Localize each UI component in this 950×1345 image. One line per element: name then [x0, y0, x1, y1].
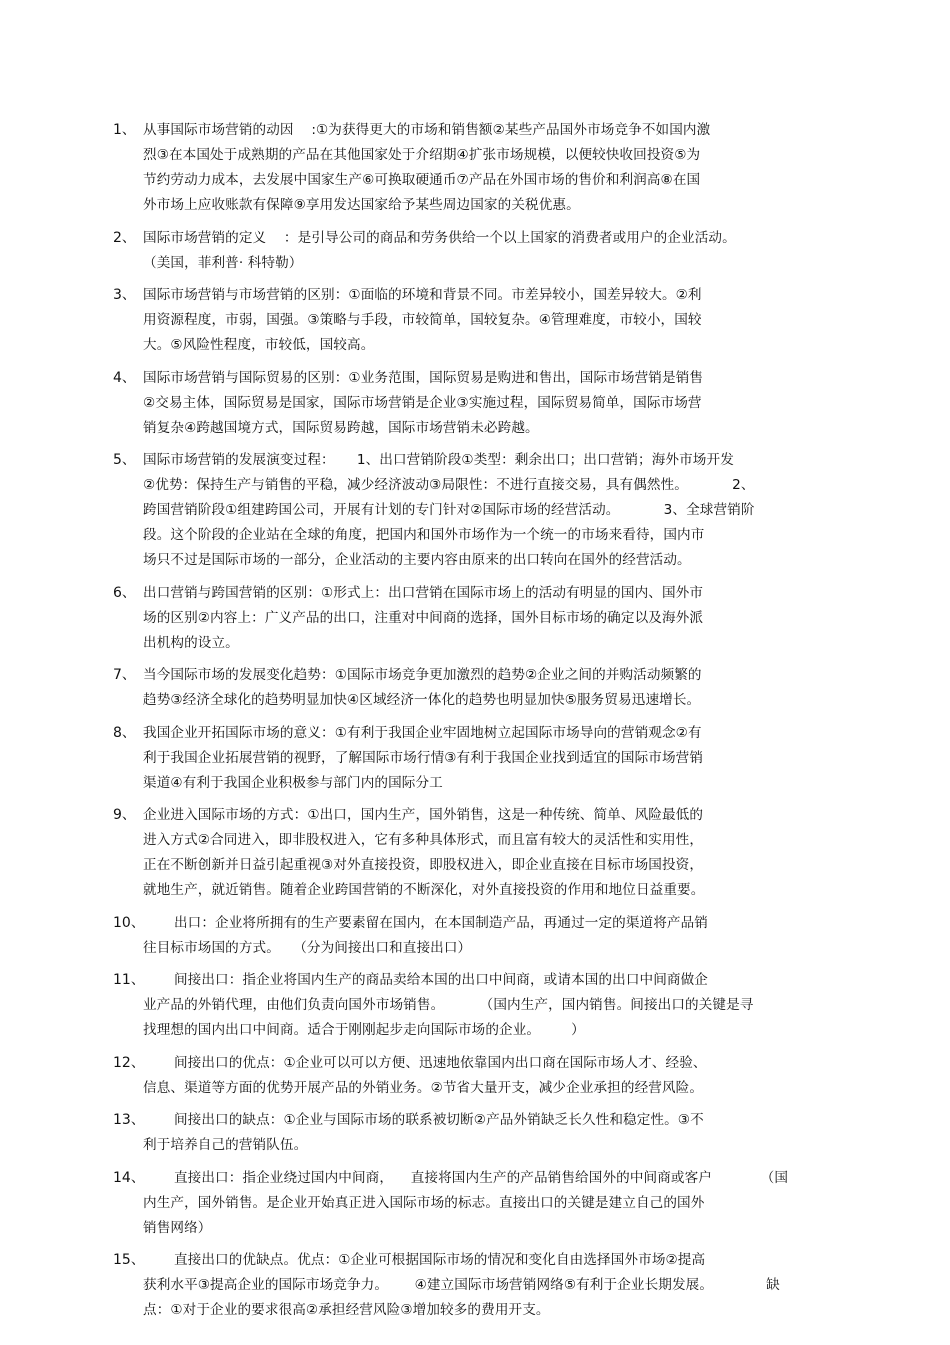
item-text [143, 1051, 833, 1101]
item-text-line: 信息、渠道等方面的优势开展产品的外销业务。②节省大量开支，减少企业承担的经营风险。 [143, 1079, 704, 1096]
item-text [143, 1248, 833, 1323]
item-text-line: 场的区别②内容上：广义产品的出口，注重对中间商的选择，国外目标市场的确定以及海外派 [143, 609, 704, 626]
item-text [143, 968, 833, 1043]
item-text-line: 出口：企业将所拥有的生产要素留在国内，在本国制造产品，再通过一定的渠道将产品销 [143, 914, 709, 931]
item-text-line: 销复杂④跨越国境方式，国际贸易跨越，国际市场营销未必跨越。 [143, 419, 539, 436]
item-text-line: 用资源程度，市弱，国强。③策略与手段，市较简单，国较复杂。④管理难度，市较小，国较 [143, 312, 702, 328]
item-text-line: 国际市场营销的定义 ：是引导公司的商品和劳务供给一个以上国家的消费者或用户的企业活动。 [143, 229, 736, 246]
item-text-line: 业产品的外销代理，由他们负责向国外市场销售。 （国内生产，国内销售。间接出口的关键是寻 [143, 997, 754, 1013]
item-text [143, 366, 833, 441]
item-text-line: 直接出口：指企业绕过国内中间商， 直接将国内生产的产品销售给国外的中间商或客户 （国 [143, 1169, 789, 1186]
item-text-line: 正在不断创新并日益引起重视③对外直接投资，即股权进入，即企业直接在目标市场国投资， [143, 857, 704, 873]
item-text-line: 直接出口的优缺点。优点：①企业可根据国际市场的情况和变化自由选择国外市场②提高 [143, 1252, 706, 1268]
item-text-line: 进入方式②合同进入，即非股权进入，它有多种具体形式，而且富有较大的灵活性和实用性， [143, 832, 704, 848]
item-text [143, 911, 833, 961]
item-text-line: 间接出口的优点：①企业可以可以方便、迅速地依靠国内出口商在国际市场人才、经验、 [143, 1054, 707, 1071]
item-text-line: 国际市场营销与国际贸易的区别：①业务范围，国际贸易是购进和售出，国际市场营销是销售 [143, 369, 704, 386]
item-text-line: 场只不过是国际市场的一部分，企业活动的主要内容由原来的出口转向在国外的经营活动。 [143, 552, 691, 568]
item-text-line: 节约劳动力成本，去发展中国家生产⑥可换取硬通币⑦产品在外国市场的售价和利润高⑧在国 [143, 172, 701, 188]
item-number: 8、 [113, 724, 136, 741]
item-number: 1、 [113, 122, 136, 138]
item-text-line: 利于我国企业拓展营销的视野，了解国际市场行情③有利于我国企业找到适宜的国际市场营销 [143, 749, 704, 766]
item-number: 4、 [113, 369, 136, 386]
item-text-line: 段。这个阶段的企业站在全球的角度，把国内和国外市场作为一个统一的市场来看待，国内市 [143, 527, 705, 543]
item-number: 13、 [113, 1112, 145, 1128]
item-text [143, 803, 833, 903]
item-number: 5、 [113, 452, 136, 468]
item-text-line: 就地生产，就近销售。随着企业跨国营销的不断深化，对外直接投资的作用和地位日益重要。 [143, 882, 705, 898]
item-text-line: 找理想的国内出口中间商。适合于刚刚起步走向国际市场的企业。 ） [143, 1022, 585, 1038]
item-text-line: 出口营销与跨国营销的区别：①形式上：出口营销在国际市场上的活动有明显的国内、国外市 [143, 584, 704, 601]
item-number: 2、 [113, 229, 136, 246]
item-text-line: 点：①对于企业的要求很高②承担经营风险③增加较多的费用开支。 [143, 1302, 550, 1318]
item-text-line: 烈③在本国处于成熟期的产品在其他国家处于介绍期④扩张市场规模，以便较快收回投资⑤为 [143, 147, 701, 163]
item-text-line: 国际市场营销与市场营销的区别：①面临的环境和背景不同。市差异较小，国差异较大。②利 [143, 287, 702, 303]
item-number: 12、 [113, 1054, 145, 1071]
item-text-line: 跨国营销阶段①组建跨国公司，开展有计划的专门针对②国际市场的经营活动。 3、全球营销阶 [143, 502, 755, 518]
item-text-line: 我国企业开拓国际市场的意义：①有利于我国企业牢固地树立起国际市场导向的营销观念②有 [143, 724, 702, 741]
item-text-line: ②交易主体，国际贸易是国家，国际市场营销是企业③实施过程，国际贸易简单，国际市场营 [143, 394, 702, 411]
item-text [143, 283, 833, 358]
item-text-line: 企业进入国际市场的方式：①出口，国内生产，国外销售，这是一种传统、简单、风险最低的 [143, 807, 704, 823]
item-text-line: 当今国际市场的发展变化趋势：①国际市场竞争更加激烈的趋势②企业之间的并购活动频繁的 [143, 667, 702, 683]
item-text-line: 从事国际市场营销的动因 :①为获得更大的市场和销售额②某些产品国外市场竞争不如国内激 [143, 122, 711, 138]
item-text [143, 448, 833, 573]
item-text-line: 销售网络） [143, 1219, 212, 1236]
item-text-line: 大。⑤风险性程度，市较低，国较高。 [143, 337, 375, 353]
item-text [143, 581, 833, 656]
item-text-line: 国际市场营销的发展演变过程： 1、出口营销阶段①类型：剩余出口；出口营销；海外市场开发 [143, 452, 734, 468]
item-number: 11、 [113, 972, 145, 988]
item-text-line: 间接出口：指企业将国内生产的商品卖给本国的出口中间商，或请本国的出口中间商做企 [143, 972, 709, 988]
item-text-line: 获利水平③提高企业的国际市场竞争力。 ④建立国际市场营销网络⑤有利于企业长期发展。 缺 [143, 1277, 780, 1293]
item-number: 3、 [113, 287, 136, 303]
item-text-line: （美国，菲利普· 科特勒） [143, 254, 303, 271]
item-text [143, 1166, 833, 1241]
item-text-line: 往目标市场国的方式。 （分为间接出口和直接出口） [143, 939, 472, 956]
item-text [143, 721, 833, 796]
item-text [143, 118, 833, 218]
item-number: 6、 [113, 584, 136, 601]
item-text-line: 外市场上应收账款有保障⑨享用发达国家给予某些周边国家的关税优惠。 [143, 197, 580, 213]
item-number: 15、 [113, 1252, 145, 1268]
item-number: 9、 [113, 807, 136, 823]
item-number: 10、 [113, 914, 145, 931]
item-text [143, 226, 833, 276]
item-text-line: 渠道④有利于我国企业积极参与部门内的国际分工 [143, 774, 443, 791]
item-text-line: 内生产，国外销售。是企业开始真正进入国际市场的标志。直接出口的关键是建立自己的国外 [143, 1194, 705, 1211]
item-text-line: ②优势：保持生产与销售的平稳，减少经济波动③局限性：不进行直接交易，具有偶然性。 2、 [143, 477, 755, 493]
item-number: 14、 [113, 1169, 145, 1186]
item-text-line: 利于培养自己的营销队伍。 [143, 1137, 308, 1153]
item-text [143, 663, 833, 713]
item-text-line: 趋势③经济全球化的趋势明显加快④区域经济一体化的趋势也明显加快⑤服务贸易迅速增长。 [143, 692, 701, 708]
item-number: 7、 [113, 667, 136, 683]
item-text-line: 间接出口的缺点：①企业与国际市场的联系被切断②产品外销缺乏长久性和稳定性。③不 [143, 1112, 704, 1128]
item-text-line: 出机构的设立。 [143, 634, 239, 651]
item-text [143, 1108, 833, 1158]
